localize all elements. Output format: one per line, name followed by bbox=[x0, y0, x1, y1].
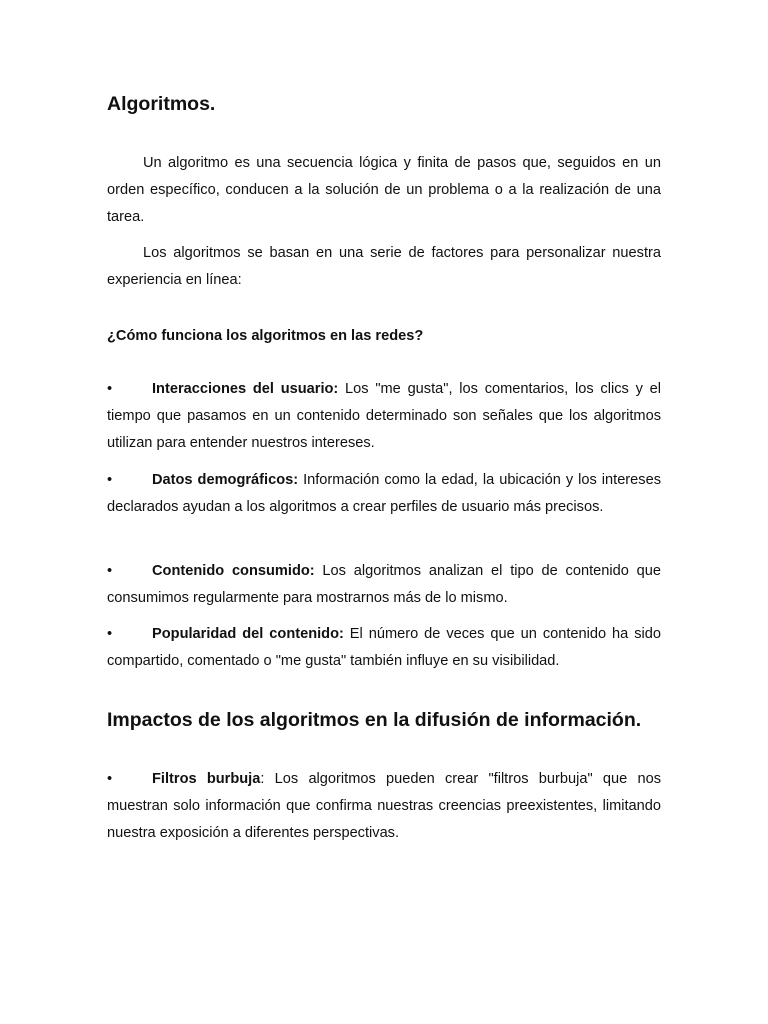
factor-text: Información como la edad, la ubicación y los intereses declarados ayudan a los algoritmos a crear perfiles de usuario más precisos. bbox=[107, 472, 661, 515]
bullet-icon: • bbox=[107, 381, 113, 397]
factor-text: El número de veces que un contenido ha sido compartido, comentado o "me gusta" también influye en su visibilidad. bbox=[107, 626, 661, 669]
factor-text: Los algoritmos analizan el tipo de contenido que consumimos regularmente para mostrarnos más de lo mismo. bbox=[107, 563, 661, 606]
factor-term: Interacciones del usuario: bbox=[152, 381, 339, 397]
factor-item-consumed-content bbox=[107, 558, 661, 612]
bullet-icon: • bbox=[107, 563, 113, 579]
intro-paragraph-factors: Los algoritmos se basan en una serie de factores para personalizar nuestra experiencia en línea: bbox=[107, 245, 661, 288]
subheading-how-it-works: ¿Cómo funciona los algoritmos en las redes? bbox=[107, 328, 424, 344]
factor-term: Contenido consumido: bbox=[152, 563, 315, 579]
section-heading-impacts: Impactos de los algoritmos en la difusión de información. bbox=[107, 709, 642, 731]
bullet-icon: • bbox=[107, 472, 113, 488]
intro-paragraph-definition: Un algoritmo es una secuencia lógica y finita de pasos que, seguidos en un orden específico, conducen a la solución de un problema o a la realización de una tarea. bbox=[107, 155, 661, 225]
impact-item-filter-bubbles bbox=[107, 766, 661, 846]
bullet-icon: • bbox=[107, 771, 113, 787]
factor-text: Los "me gusta", los comentarios, los clics y el tiempo que pasamos en un contenido determinado son señales que los algoritmos utilizan para entender nuestros intereses. bbox=[107, 381, 661, 451]
factor-term: Datos demográficos: bbox=[152, 472, 299, 488]
factor-item-popularity bbox=[107, 621, 661, 675]
factor-term: Popularidad del contenido: bbox=[152, 626, 344, 642]
factor-item-interactions bbox=[107, 376, 661, 456]
factor-item-demographics bbox=[107, 467, 661, 521]
impact-text: : Los algoritmos pueden crear "filtros burbuja" que nos muestran solo información que confirma nuestras creencias preexistentes, limitando nuestra exposición a diferentes perspectivas. bbox=[107, 771, 662, 841]
impact-term: Filtros burbuja bbox=[152, 771, 261, 787]
document-title: Algoritmos. bbox=[107, 93, 216, 115]
bullet-icon: • bbox=[107, 626, 113, 642]
